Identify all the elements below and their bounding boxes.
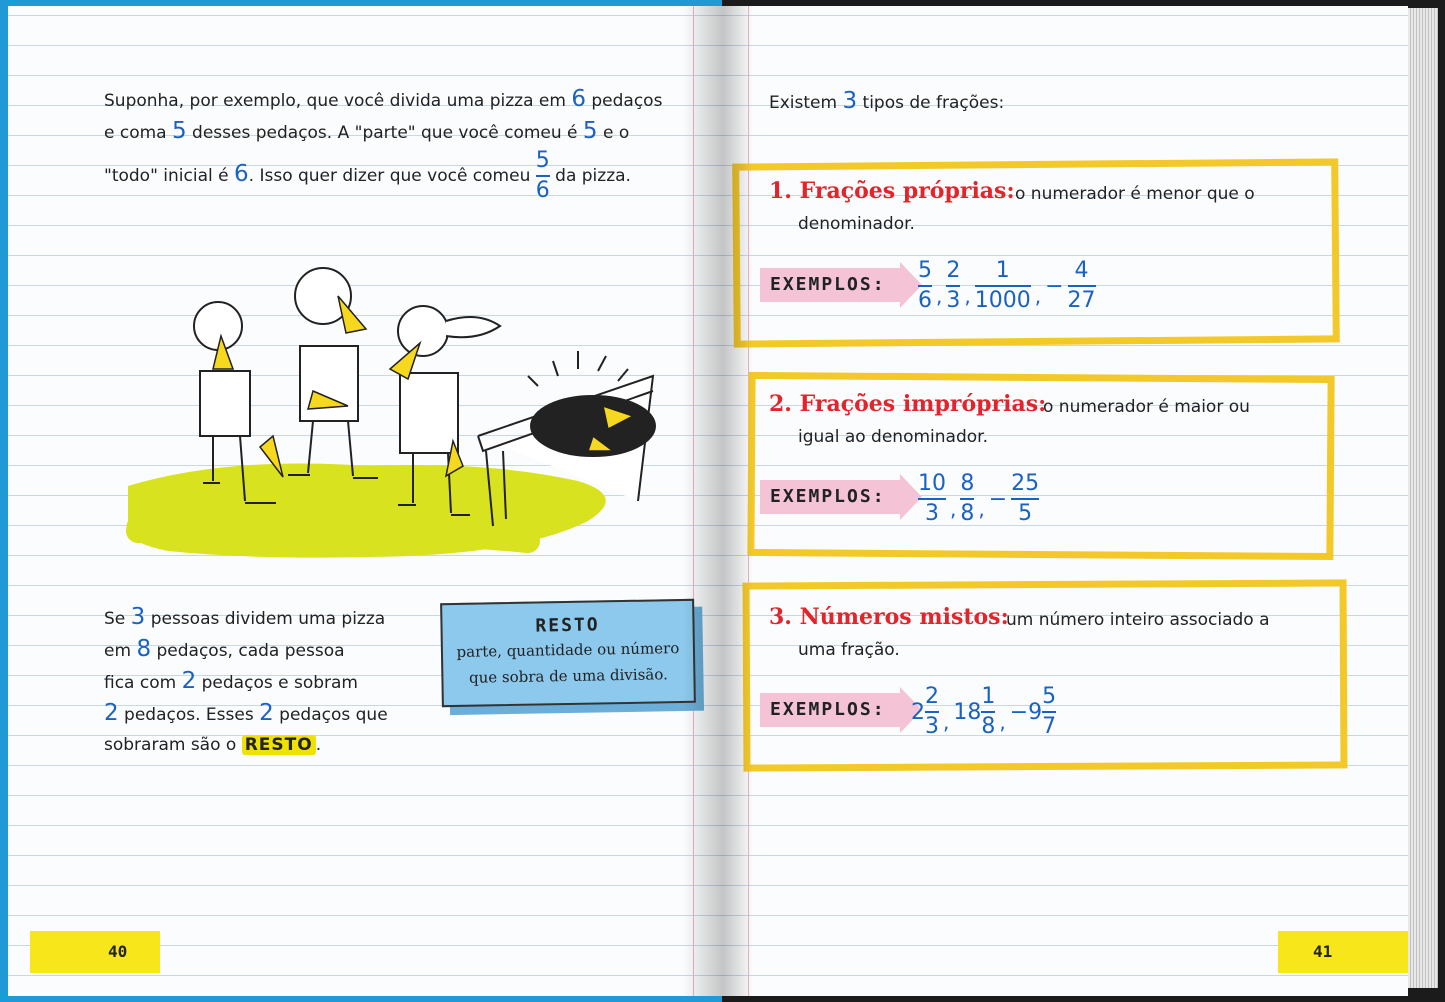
proper-fractions-desc-2: denominador. — [798, 214, 915, 234]
proper-fractions-title: 1. Frações próprias: — [769, 178, 1015, 204]
definition-box — [440, 599, 696, 707]
proper-fractions-desc-1: o numerador é menor que o — [1015, 184, 1255, 204]
examples-label: EXEMPLOS: — [760, 693, 900, 727]
page-number-right: 41 — [1278, 931, 1408, 973]
remainder-paragraph: Se 3 pessoas dividem uma pizza em 8 pedaços, cada pessoa fica com 2 pedaços e sobram 2 pedaços. Esses 2 pedaços que sobraram são o RESTO . — [104, 604, 388, 755]
pizza-illustration — [108, 251, 668, 581]
intro-line-3: "todo" inicial é 6. Isso quer dizer que você comeu $\frac{5}{6}$ da pizza. — [104, 148, 631, 203]
examples-label: EXEMPLOS: — [760, 268, 900, 302]
intro-line-1: Suponha, por exemplo, que você divida uma pizza em 6 pedaços — [104, 86, 663, 112]
resto-highlight: RESTO — [242, 735, 316, 755]
intro-paragraph — [104, 84, 684, 204]
types-intro: Existem 3 tipos de frações: — [769, 88, 1005, 114]
mixed-numbers-examples: 2 $\frac{2}{3}$ , 18 $\frac{1}{8}$ , −9 $\frac{5}{7}$ — [911, 684, 1057, 739]
page-edges-right — [1408, 8, 1438, 988]
mixed-numbers-desc-2: uma fração. — [798, 640, 900, 660]
mixed-numbers-desc-1: um número inteiro associado a — [1006, 610, 1270, 630]
page-number-left: 40 — [30, 931, 160, 973]
examples-label: EXEMPLOS: — [760, 480, 900, 514]
intro-line-2: e coma 5 desses pedaços. A "parte" que você comeu é 5 e o — [104, 118, 630, 144]
improper-fractions-desc-2: igual ao denominador. — [798, 427, 988, 447]
proper-fractions-examples: $\frac{5}{6}$ , $\frac{2}{3}$ , $\frac{1}{1000}$ , − $\frac{4}{27}$ — [918, 258, 1096, 313]
margin-line — [748, 6, 749, 996]
number-six: 6 — [571, 86, 586, 112]
margin-line — [693, 6, 694, 996]
right-page — [723, 6, 1408, 996]
definition-line-2: que sobra de uma divisão. — [468, 665, 668, 687]
improper-fractions-examples: $\frac{10}{3}$ , $\frac{8}{8}$ , − $\frac{25}{5}$ — [918, 471, 1040, 526]
fraction-five-sixths: $\frac{5}{6}$ — [535, 148, 550, 203]
improper-fractions-desc-1: o numerador é maior ou — [1043, 397, 1250, 417]
definition-line-1: parte, quantidade ou número — [456, 639, 680, 661]
left-page — [8, 6, 723, 996]
improper-fractions-title: 2. Frações impróprias: — [769, 391, 1047, 417]
definition-title: RESTO — [535, 614, 600, 637]
mixed-numbers-title: 3. Números mistos: — [769, 604, 1009, 630]
